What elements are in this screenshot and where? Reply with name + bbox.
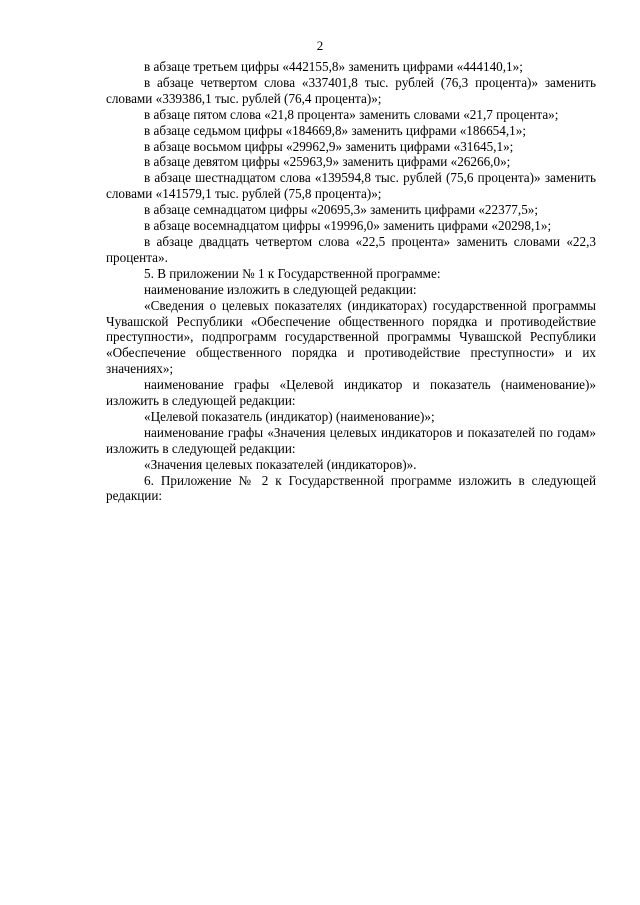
paragraph: в абзаце четвертом слова «337401,8 тыс. рублей (76,3 процента)» заменить словами «339386,1 тыс. рублей (76,4 процента)»; (106, 74, 596, 106)
document-body (106, 59, 596, 504)
paragraph: в абзаце седьмом цифры «184669,8» заменить цифрами «186654,1»; (144, 122, 527, 138)
paragraph: в абзаце шестнадцатом слова «139594,8 тыс. рублей (75,6 процента)» заменить словами «141579,1 тыс. рублей (75,8 процента)»; (106, 170, 596, 202)
paragraph: в абзаце семнадцатом цифры «20695,3» заменить цифрами «22377,5»; (144, 202, 539, 218)
paragraph: наименование графы «Значения целевых индикаторов и показателей по годам» изложить в следующей редакции: (106, 424, 596, 456)
section-item-5: 5. В приложении № 1 к Государственной программе: (144, 265, 441, 281)
paragraph: в абзаце пятом слова «21,8 процента» заменить словами «21,7 процента»; (144, 106, 559, 122)
section-item-6: 6. Приложение № 2 к Государственной программе изложить в следующей редакции: (106, 472, 596, 504)
paragraph: в абзаце восьмом цифры «29962,9» заменить цифрами «31645,1»; (144, 138, 514, 154)
paragraph: «Значения целевых показателей (индикаторов)». (144, 456, 417, 472)
paragraph: «Целевой показатель (индикатор) (наименование)»; (144, 408, 435, 424)
paragraph: наименование изложить в следующей редакции: (144, 281, 417, 297)
paragraph: в абзаце девятом цифры «25963,9» заменить цифрами «26266,0»; (144, 154, 511, 170)
paragraph: в абзаце восемнадцатом цифры «19996,0» заменить цифрами «20298,1»; (144, 218, 552, 234)
paragraph: в абзаце третьем цифры «442155,8» заменить цифрами «444140,1»; (144, 59, 523, 74)
paragraph: в абзаце двадцать четвертом слова «22,5 процента» заменить словами «22,3 процента». (106, 233, 596, 265)
paragraph: наименование графы «Целевой индикатор и показатель (наименование)» изложить в следующей редакции: (106, 377, 596, 409)
paragraph: «Сведения о целевых показателях (индикаторах) государственной программы Чувашской Республики «Обеспечение общественного порядка и противодействие преступности», подпрограмм государственной программы Чувашской Республики «Обеспечение общественного порядка и противодействие преступности» и их значениях»; (106, 297, 596, 377)
page-number: 2 (316, 38, 324, 53)
